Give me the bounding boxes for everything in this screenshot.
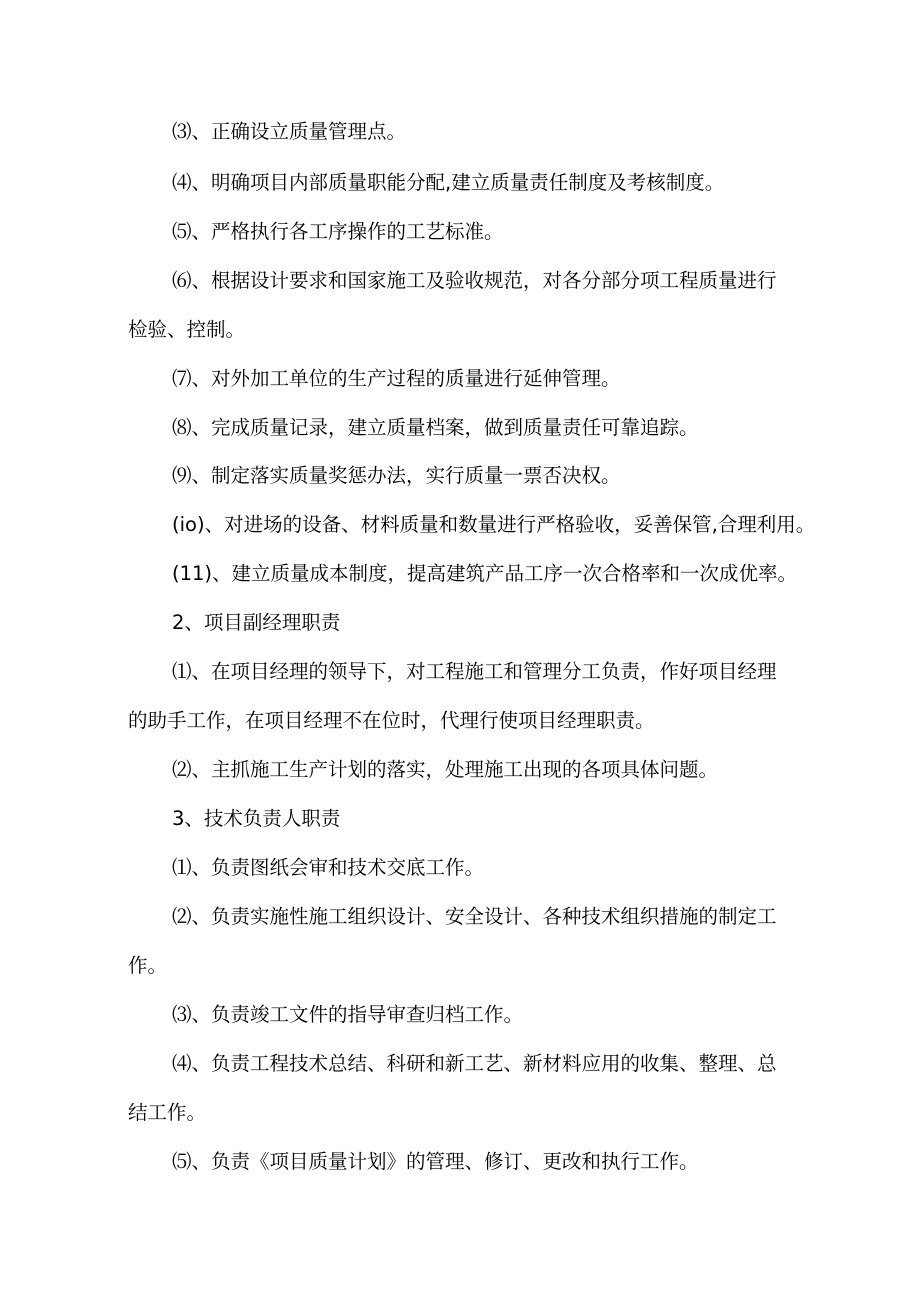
section-heading: 2、项目副经理职责 (172, 611, 341, 634)
paragraph-line: ⑻、完成质量记录，建立质量档案，做到质量责任可靠追踪。 (172, 416, 699, 439)
paragraph-line: ⑵、负责实施性施工组织设计、安全设计、各种技术组织措施的制定工 (172, 905, 777, 928)
paragraph-line: ⑵、主抓施工生产计划的落实，处理施工出现的各项具体问题。 (172, 758, 719, 781)
paragraph-line: (11)、建立质量成本制度，提高建筑产品工序一次合格率和一次成优率。 (172, 562, 798, 585)
paragraph-line: (io)、对进场的设备、材料质量和数量进行严格验收，妥善保管,合理利用。 (172, 513, 816, 536)
paragraph-line: ⑶、正确设立质量管理点。 (172, 120, 407, 143)
paragraph-line: ⑷、负责工程技术总结、科研和新工艺、新材料应用的收集、整理、总 (172, 1052, 777, 1075)
paragraph-line: ⑸、负责《项目质量计划》的管理、修订、更改和执行工作。 (172, 1150, 699, 1173)
paragraph-line: ⑴、在项目经理的领导下，对工程施工和管理分工负责，作好项目经理 (172, 660, 777, 683)
paragraph-line: ⑷、明确项目内部质量职能分配,建立质量责任制度及考核制度。 (172, 171, 725, 194)
paragraph-line: ⑹、根据设计要求和国家施工及验收规范，对各分部分项工程质量进行 (172, 269, 777, 292)
paragraph-line: ⑼、制定落实质量奖惩办法，实行质量一票否决权。 (172, 464, 621, 487)
paragraph-line: 检验、控制。 (128, 318, 246, 341)
paragraph-line: 的助手工作，在项目经理不在位时，代理行使项目经理职责。 (128, 709, 655, 732)
section-heading: 3、技术负责人职责 (172, 807, 341, 830)
paragraph-line: ⑶、负责竣工文件的指导审查归档工作。 (172, 1003, 524, 1026)
paragraph-line: ⑴、负责图纸会审和技术交底工作。 (172, 856, 485, 879)
paragraph-line: ⑸、严格执行各工序操作的工艺标准。 (172, 220, 504, 243)
paragraph-line: 结工作。 (128, 1101, 207, 1124)
paragraph-line: 作。 (128, 954, 168, 977)
paragraph-line: ⑺、对外加工单位的生产过程的质量进行延伸管理。 (172, 367, 621, 390)
